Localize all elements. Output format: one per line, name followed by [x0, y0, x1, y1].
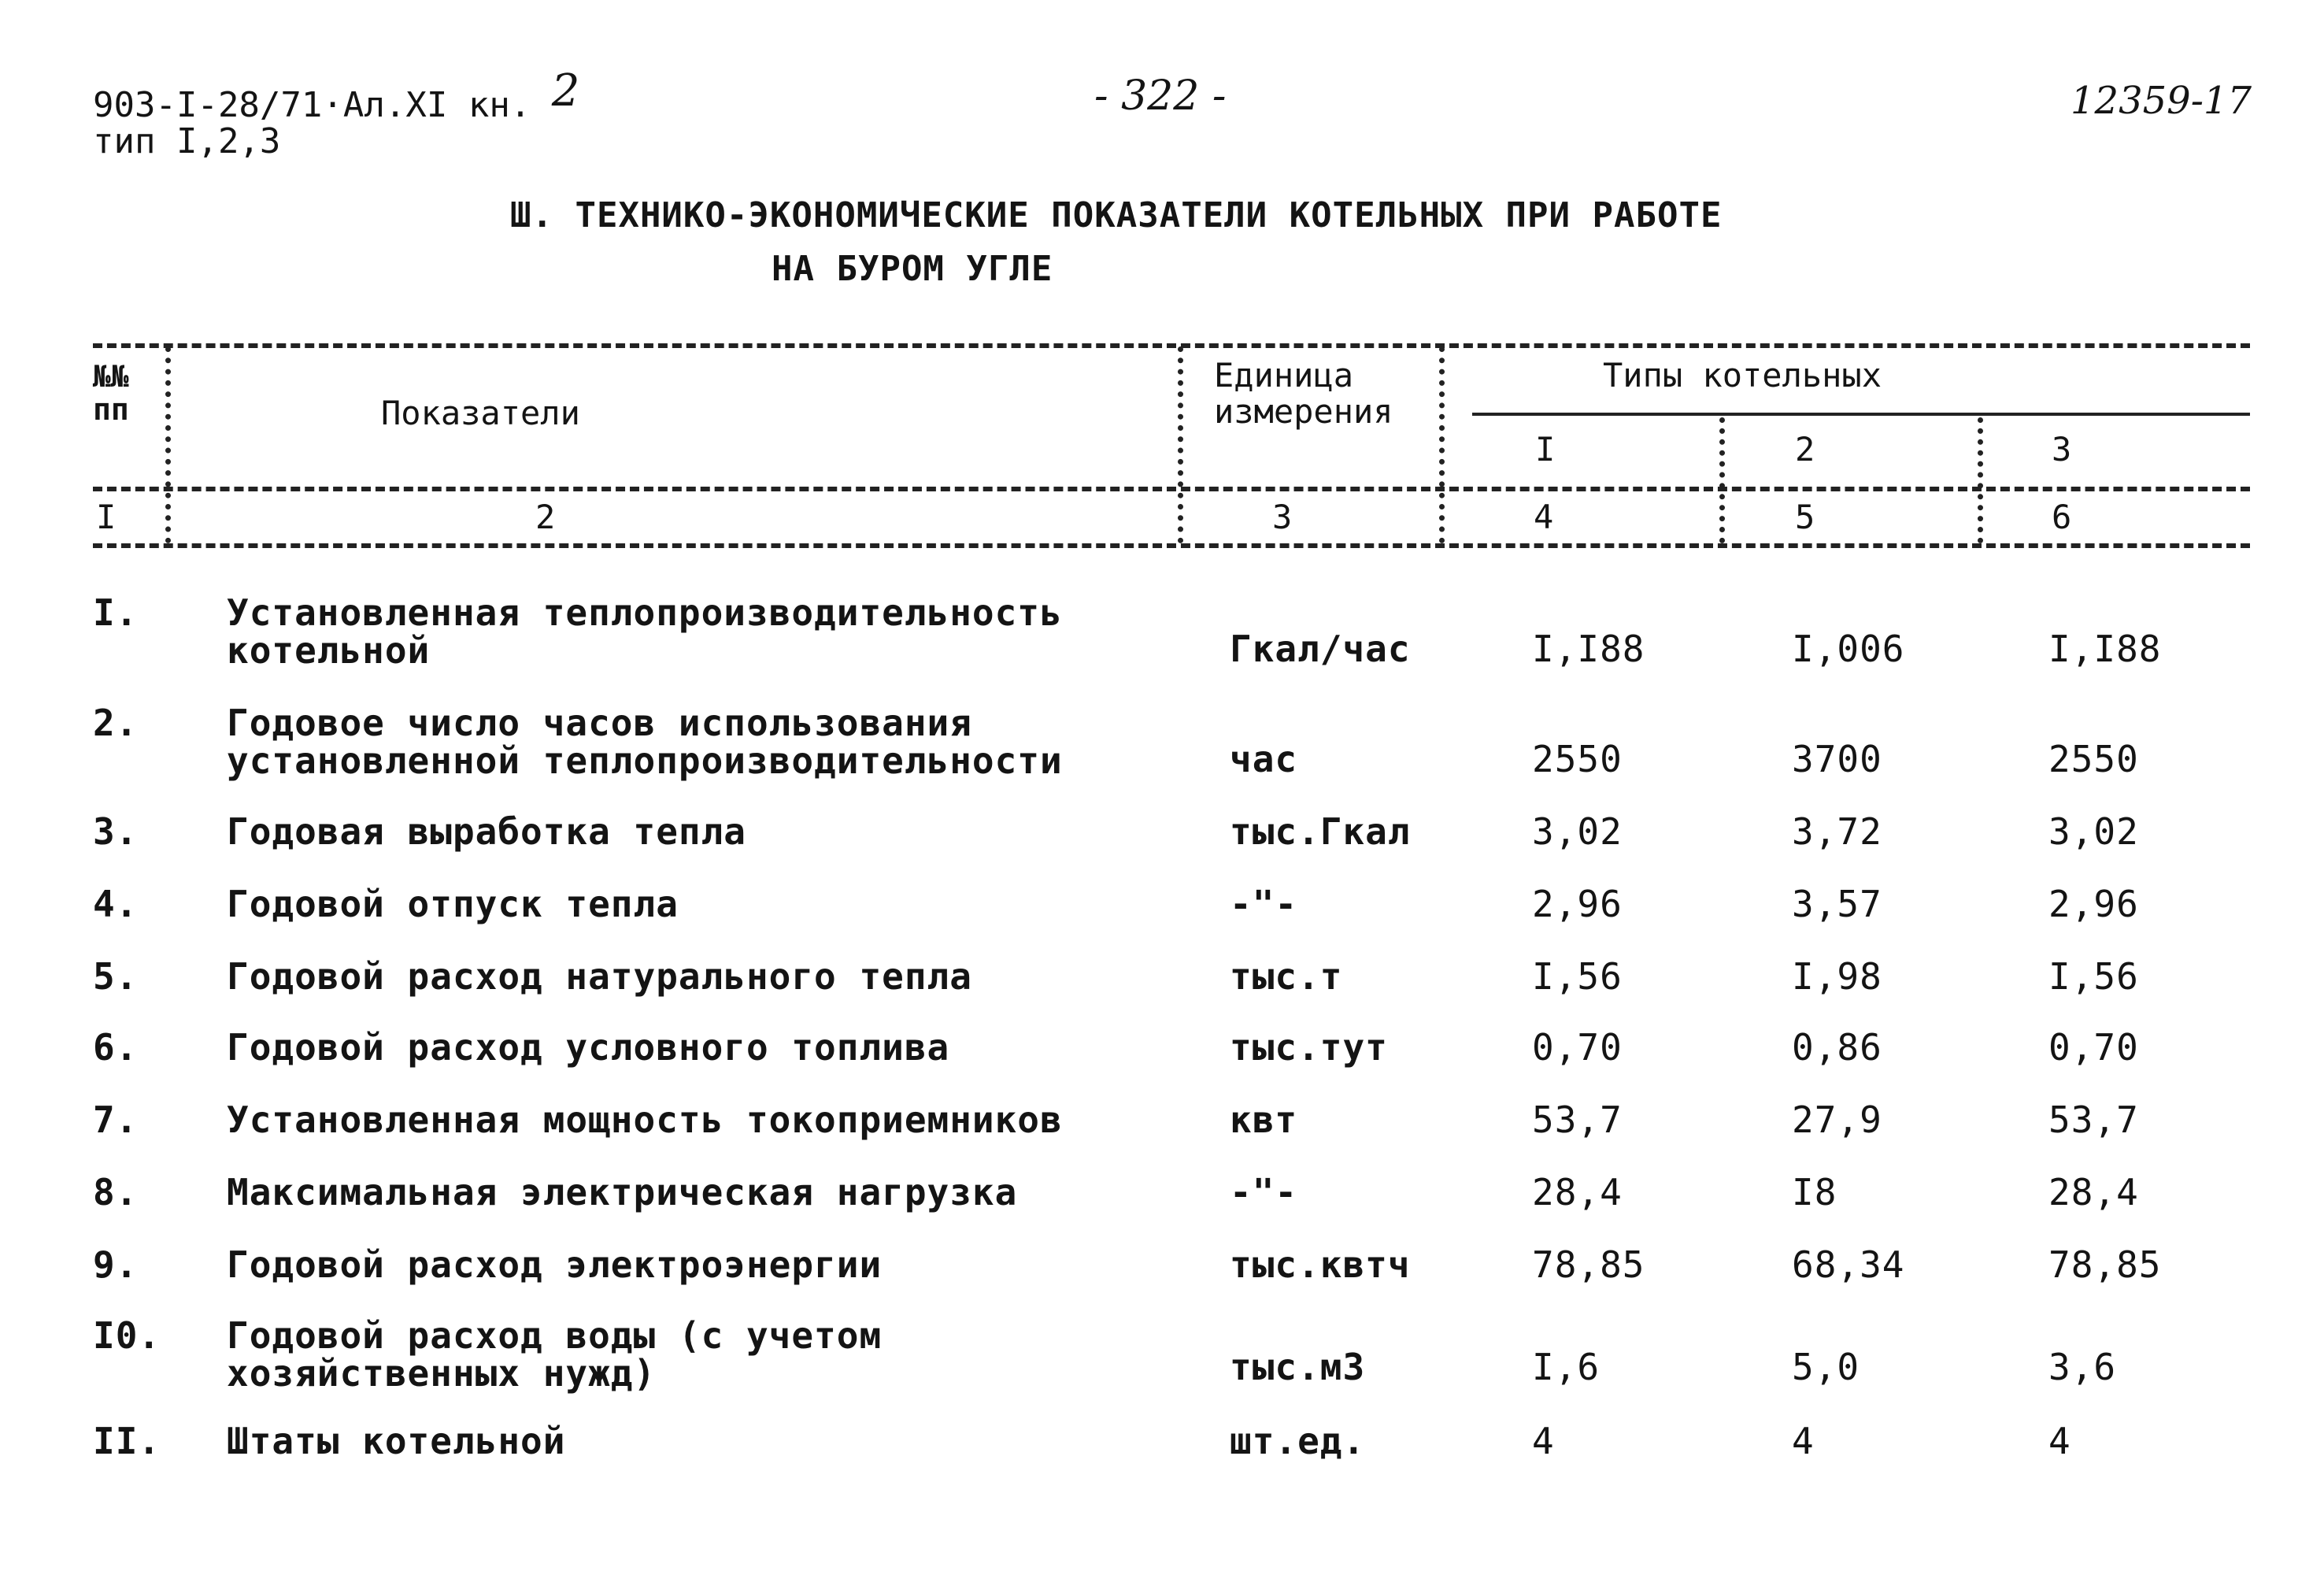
row-indicator: Годовой расход натурального тепла — [227, 955, 972, 998]
page-title: Ш. ТЕХНИКО-ЭКОНОМИЧЕСКИЕ ПОКАЗАТЕЛИ КОТЕЛЬНЫХ ПРИ РАБОТЕ — [510, 195, 1723, 235]
row-unit: тыс.тут — [1230, 1026, 1388, 1069]
row-value-type2: 3700 — [1792, 738, 1882, 780]
row-unit: Гкал/час — [1230, 628, 1411, 670]
row-number: 6. — [93, 1026, 139, 1069]
row-value-type1: 53,7 — [1532, 1099, 1623, 1141]
row-indicator: Максимальная электрическая нагрузка — [227, 1171, 1018, 1213]
row-indicator: Годовой расход условного топлива — [227, 1026, 950, 1069]
row-unit: квт — [1230, 1099, 1298, 1141]
row-number: 4. — [93, 883, 139, 925]
table-top-rule — [93, 343, 2250, 348]
page-subtitle: НА БУРОМ УГЛЕ — [772, 249, 1053, 289]
header-type-3: 3 — [2052, 430, 2072, 469]
col-sep-4 — [1719, 417, 1725, 543]
header-type-2: 2 — [1795, 430, 1815, 469]
row-value-type2: 3,72 — [1792, 810, 1882, 853]
row-unit: тыс.Гкал — [1230, 810, 1411, 853]
row-value-type3: 3,6 — [2048, 1346, 2117, 1388]
row-value-type3: I,I88 — [2048, 628, 2162, 670]
row-value-type2: 4 — [1792, 1420, 1815, 1462]
header-indicator: Показатели — [381, 394, 580, 432]
col-numbers-bottom-rule — [93, 543, 2250, 548]
row-unit: час — [1230, 738, 1298, 780]
row-number: II. — [93, 1420, 161, 1462]
row-number: I. — [93, 591, 139, 634]
types-group-rule — [1472, 413, 2250, 416]
row-value-type3: 0,70 — [2048, 1026, 2139, 1069]
row-value-type1: 78,85 — [1532, 1243, 1645, 1286]
row-number: 3. — [93, 810, 139, 853]
row-value-type1: 3,02 — [1532, 810, 1623, 853]
row-indicator: Установленная теплопроизводительность котельной — [227, 591, 1063, 672]
row-value-type1: 2,96 — [1532, 883, 1623, 925]
row-number: 2. — [93, 702, 139, 744]
row-unit: -"- — [1230, 1171, 1298, 1213]
row-value-type3: 28,4 — [2048, 1171, 2139, 1213]
row-value-type2: 0,86 — [1792, 1026, 1882, 1069]
row-unit: -"- — [1230, 883, 1298, 925]
row-value-type3: 3,02 — [2048, 810, 2139, 853]
col-sep-3 — [1439, 346, 1445, 543]
row-unit: шт.ед. — [1230, 1420, 1366, 1462]
row-number: 9. — [93, 1243, 139, 1286]
row-unit: тыс.м3 — [1230, 1346, 1366, 1388]
row-unit: тыс.т — [1230, 955, 1343, 998]
header-bottom-rule — [93, 487, 2250, 491]
row-indicator: Штаты котельной — [227, 1420, 566, 1462]
col-number-6: 6 — [2052, 498, 2072, 536]
row-indicator: Годовая выработка тепла — [227, 810, 746, 853]
header-types-group: Типы котельных — [1603, 356, 1882, 395]
row-value-type2: 68,34 — [1792, 1243, 1905, 1286]
row-number: 7. — [93, 1099, 139, 1141]
book-number: 2 — [551, 65, 580, 117]
row-value-type1: I,I88 — [1532, 628, 1645, 670]
row-indicator: Годовой расход воды (с учетом хозяйственных нужд) — [227, 1314, 883, 1395]
col-number-1: I — [96, 498, 117, 536]
row-value-type2: I,006 — [1792, 628, 1905, 670]
row-value-type1: 28,4 — [1532, 1171, 1623, 1213]
col-sep-1 — [165, 346, 171, 543]
row-value-type1: 0,70 — [1532, 1026, 1623, 1069]
col-number-5: 5 — [1795, 498, 1815, 536]
header-num: №№ пп — [93, 359, 129, 427]
header-unit: Единица измерения — [1214, 356, 1393, 432]
row-value-type3: 78,85 — [2048, 1243, 2162, 1286]
row-number: I0. — [93, 1314, 161, 1357]
row-value-type1: 4 — [1532, 1420, 1555, 1462]
row-value-type2: 5,0 — [1792, 1346, 1860, 1388]
row-value-type2: I8 — [1792, 1171, 1837, 1213]
row-value-type3: 53,7 — [2048, 1099, 2139, 1141]
row-value-type2: I,98 — [1792, 955, 1882, 998]
row-value-type3: I,56 — [2048, 955, 2139, 998]
row-number: 8. — [93, 1171, 139, 1213]
row-value-type2: 3,57 — [1792, 883, 1882, 925]
row-value-type3: 2,96 — [2048, 883, 2139, 925]
col-number-2: 2 — [535, 498, 556, 536]
row-value-type1: I,6 — [1532, 1346, 1601, 1388]
col-number-4: 4 — [1534, 498, 1554, 536]
header-type-1: I — [1535, 430, 1556, 469]
col-number-3: 3 — [1272, 498, 1293, 536]
type-line: тип I,2,3 — [93, 121, 281, 161]
row-indicator: Установленная мощность токоприемников — [227, 1099, 1063, 1141]
row-indicator: Годовой расход электроэнергии — [227, 1243, 883, 1286]
row-indicator: Годовое число часов использования установленной теплопроизводительности — [227, 702, 1063, 783]
row-unit: тыс.квтч — [1230, 1243, 1411, 1286]
doc-code — [93, 65, 580, 125]
row-indicator: Годовой отпуск тепла — [227, 883, 679, 925]
row-number: 5. — [93, 955, 139, 998]
row-value-type1: 2550 — [1532, 738, 1623, 780]
row-value-type1: I,56 — [1532, 955, 1623, 998]
sheet-code: 12359-17 — [2071, 79, 2252, 123]
row-value-type3: 4 — [2048, 1420, 2071, 1462]
col-sep-5 — [1978, 417, 1983, 543]
doc-code-text: 903-I-28/71·Ал.XI кн. — [93, 85, 531, 125]
row-value-type2: 27,9 — [1792, 1099, 1882, 1141]
col-sep-2 — [1178, 346, 1183, 543]
page-number: - 322 - — [1094, 72, 1227, 120]
row-value-type3: 2550 — [2048, 738, 2139, 780]
